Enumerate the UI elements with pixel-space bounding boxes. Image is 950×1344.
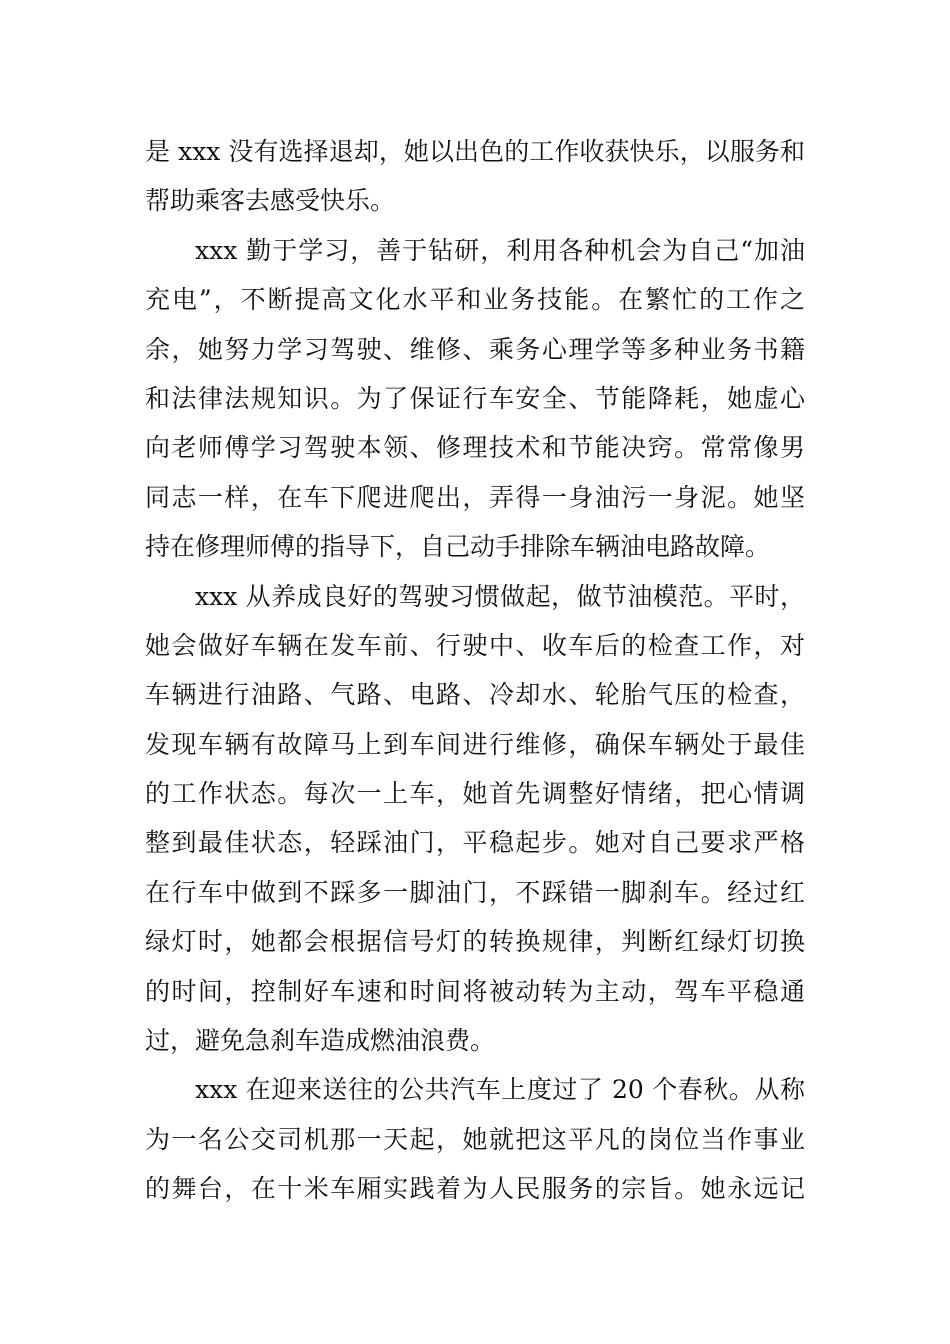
text-line: 的舞台，在十米车厢实践着为人民服务的宗旨。她永远记 (145, 1174, 805, 1204)
paragraph (145, 572, 805, 1066)
text-line: 余，她努力学习驾驶、维修、乘务心理学等多种业务书籍 (145, 334, 805, 364)
text-line: 绿灯时，她都会根据信号灯的转换规律，判断红绿灯切换 (145, 927, 805, 957)
text-line: 是 xxx 没有选择退却，她以出色的工作收获快乐，以服务和 (145, 137, 805, 166)
text-line: 为一名公交司机那一天起，她就把这平凡的岗位当作事业 (145, 1124, 805, 1154)
text-line: 整到最佳状态，轻踩油门，平稳起步。她对自己要求严格 (145, 828, 805, 858)
text-line: 发现车辆有故障马上到车间进行维修，确保车辆处于最佳 (145, 729, 805, 759)
text-line: 帮助乘客去感受快乐。 (145, 186, 396, 216)
paragraph (145, 1065, 805, 1213)
text-line: 同志一样，在车下爬进爬出，弄得一身油污一身泥。她坚 (145, 482, 805, 512)
paragraph (145, 127, 805, 226)
text-line: 充电”，不断提高文化水平和业务技能。在繁忙的工作之 (145, 285, 805, 315)
text-line: 向老师傅学习驾驶本领、修理技术和节能决窍。常常像男 (145, 433, 805, 463)
text-line: 车辆进行油路、气路、电路、冷却水、轮胎气压的检查， (145, 680, 805, 710)
text-line: 持在修理师傅的指导下，自己动手排除车辆油电路故障。 (145, 532, 771, 562)
text-line: 的工作状态。每次一上车，她首先调整好情绪，把心情调 (145, 779, 805, 809)
text-line: 过，避免急刹车造成燃油浪费。 (145, 1026, 496, 1056)
text-line: xxx 从养成良好的驾驶习惯做起，做节油模范。平时， (195, 581, 805, 611)
text-line: 和法律法规知识。为了保证行车安全、节能降耗，她虚心 (145, 383, 805, 413)
text-line: xxx 在迎来送往的公共汽车上度过了 20 个春秋。从称 (195, 1075, 805, 1105)
text-line: 在行车中做到不踩多一脚油门，不踩错一脚刹车。经过红 (145, 877, 805, 907)
text-line: 她会做好车辆在发车前、行驶中、收车后的检查工作，对 (145, 630, 805, 660)
paragraph (145, 226, 805, 572)
text-line: xxx 勤于学习，善于钻研，利用各种机会为自己“加油 (195, 235, 805, 265)
document-body (145, 127, 805, 1214)
text-line: 的时间，控制好车速和时间将被动转为主动，驾车平稳通 (145, 976, 805, 1006)
